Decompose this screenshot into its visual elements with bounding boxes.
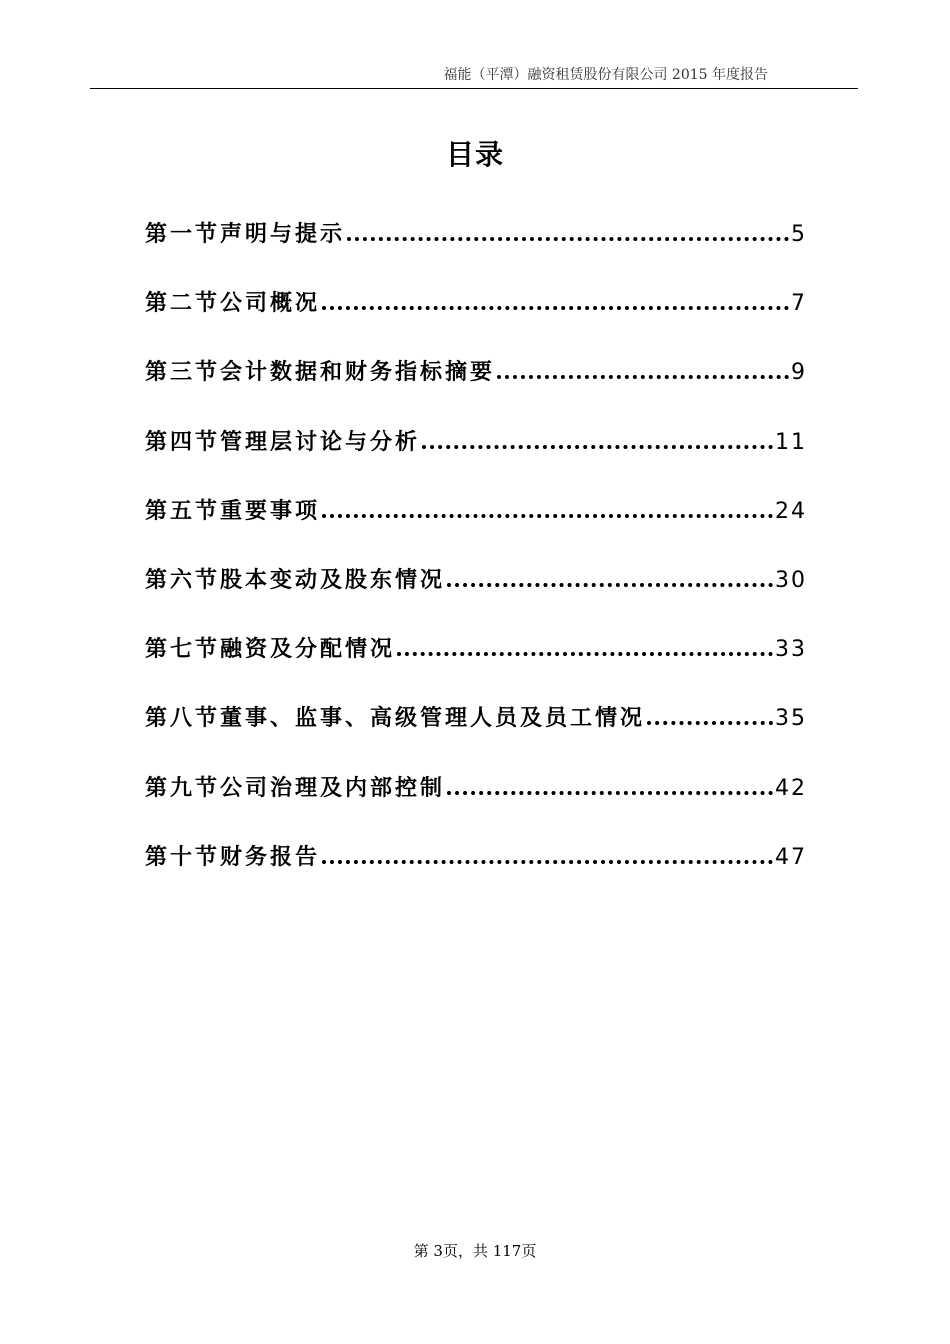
toc-entry[interactable] <box>145 408 807 454</box>
toc-entry-label: 第八节董事、监事、高级管理人员及员工情况 <box>145 706 646 732</box>
toc-dot-leader <box>422 445 773 449</box>
toc-entry-label: 第一节声明与提示 <box>145 222 346 247</box>
toc-entry-page: 30 <box>775 567 807 593</box>
toc-entry-page: 5 <box>791 222 807 247</box>
toc-entry-label: 第三节会计数据和财务指标摘要 <box>145 360 496 386</box>
toc-dot-leader <box>447 791 773 795</box>
toc-dot-leader <box>347 237 789 241</box>
toc-entry[interactable] <box>145 684 807 730</box>
toc-entry[interactable] <box>145 615 807 661</box>
toc-dot-leader <box>447 583 773 587</box>
toc-dot-leader <box>647 721 773 725</box>
toc-entry-page: 9 <box>791 360 807 386</box>
toc-entry[interactable] <box>145 269 807 315</box>
page-footer: 第 3页，共 117页 <box>413 1242 537 1260</box>
toc-entry-label: 第四节管理层讨论与分析 <box>145 429 421 455</box>
toc-entry[interactable] <box>145 823 807 869</box>
toc-entry-page: 33 <box>775 637 807 663</box>
toc-dot-leader <box>322 860 773 864</box>
toc-entry[interactable] <box>145 546 807 592</box>
toc-entry-label: 第六节股本变动及股东情况 <box>145 567 446 593</box>
toc-entry-page: 24 <box>775 498 807 524</box>
toc-entry-page: 11 <box>775 429 807 455</box>
toc-entry[interactable] <box>145 477 807 523</box>
toc-entry[interactable] <box>145 200 807 246</box>
toc-entry[interactable] <box>145 754 807 800</box>
toc-entry-label: 第五节重要事项 <box>145 498 321 524</box>
toc-entry-page: 7 <box>791 291 807 317</box>
toc-title: 目录 <box>445 138 504 171</box>
toc-entry-label: 第十节财务报告 <box>145 844 321 870</box>
toc-entry-page: 35 <box>775 706 807 732</box>
running-header: 福能（平潭）融资租赁股份有限公司 2015 年度报告 <box>443 67 768 83</box>
toc-list <box>145 200 807 892</box>
toc-entry-label: 第二节公司概况 <box>145 291 321 317</box>
toc-dot-leader <box>322 514 773 518</box>
header-divider <box>90 88 858 89</box>
toc-entry-page: 42 <box>775 775 807 801</box>
toc-entry-page: 47 <box>775 844 807 870</box>
toc-entry-label: 第九节公司治理及内部控制 <box>145 775 446 801</box>
toc-entry-label: 第七节融资及分配情况 <box>145 637 396 663</box>
toc-dot-leader <box>497 375 789 379</box>
toc-entry[interactable] <box>145 338 807 384</box>
toc-dot-leader <box>322 306 789 310</box>
toc-dot-leader <box>397 652 773 656</box>
